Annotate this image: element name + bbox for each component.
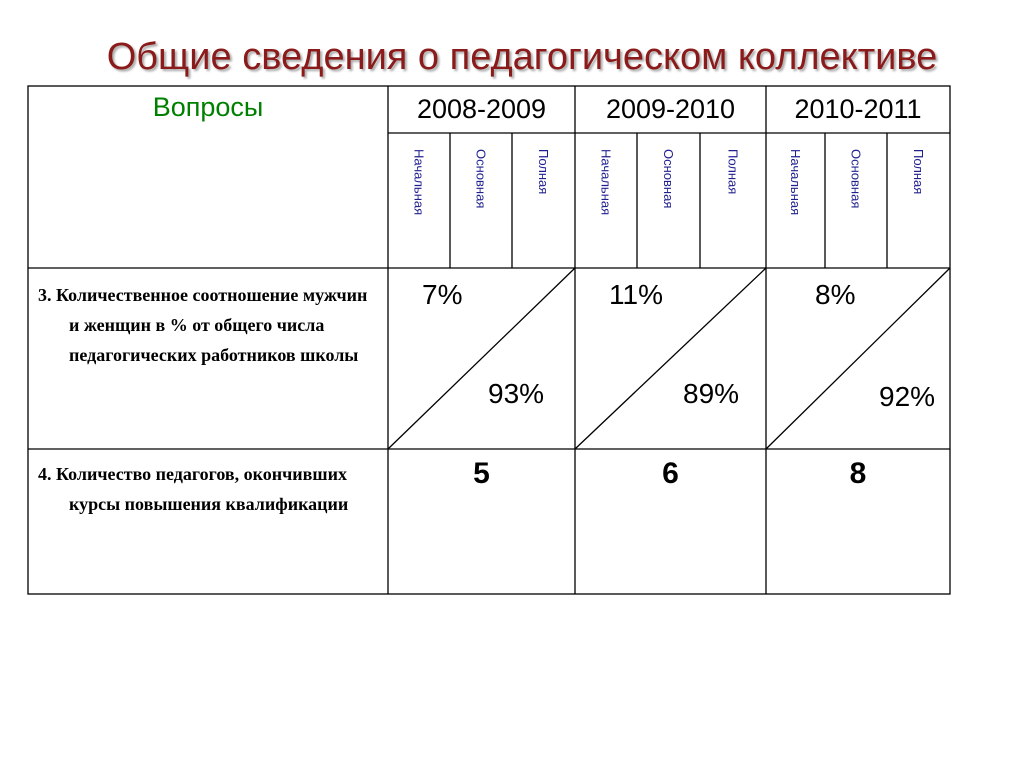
subcolumn-header-cell [887, 133, 950, 268]
subcolumn-header-cell [512, 133, 575, 268]
value-cell: 6 [662, 457, 679, 490]
subcolumn-header: Начальная [598, 149, 614, 216]
subcolumn-header: Начальная [411, 149, 427, 216]
question-text: 3. Количественное соотношение мужчин и женщин в % от общего числа педагогических работников школы [38, 285, 368, 365]
year-header: 2008-2009 [416, 94, 547, 124]
men-percent: 7% [422, 279, 463, 310]
year-header-cell [575, 86, 766, 133]
subcolumn-header: Полная [536, 149, 551, 195]
questions-header-cell [28, 86, 388, 268]
subcolumn-header-cell [450, 133, 512, 268]
subcolumn-header: Полная [725, 149, 741, 195]
question-text: 4. Количество педагогов, окончивших курсы повышения квалификации [38, 464, 349, 514]
subcolumn-header: Полная [911, 149, 926, 195]
year-header-cell [388, 86, 575, 133]
diagonal-divider [388, 268, 575, 449]
subcolumn-header-cell [766, 133, 825, 268]
subcolumn-header-cell [637, 133, 700, 268]
value-cell: 8 [849, 457, 867, 490]
year-header: 2010-2011 [794, 94, 922, 124]
value-cell: 5 [473, 457, 490, 490]
subcolumn-header-cell [700, 133, 766, 268]
subcolumn-header: Начальная [788, 149, 803, 216]
questions-header: Вопросы [152, 92, 264, 122]
women-percent: 89% [683, 378, 740, 409]
subcolumn-header: Основная [661, 149, 676, 209]
year-header-cell [766, 86, 950, 133]
subcolumn-header-cell [825, 133, 887, 268]
men-percent: 11% [609, 279, 663, 310]
subcolumn-header: Основная [848, 149, 864, 209]
subcolumn-header-cell [575, 133, 637, 268]
diagonal-divider [575, 268, 766, 449]
year-header: 2009-2010 [605, 94, 736, 124]
men-percent: 8% [815, 279, 856, 310]
subcolumn-header-cell [388, 133, 450, 268]
subcolumn-header: Основная [473, 149, 489, 209]
women-percent: 92% [879, 381, 936, 412]
page-title: Общие сведения о педагогическом коллективе [106, 36, 938, 78]
diagonal-divider [766, 268, 950, 449]
women-percent: 93% [488, 378, 545, 409]
